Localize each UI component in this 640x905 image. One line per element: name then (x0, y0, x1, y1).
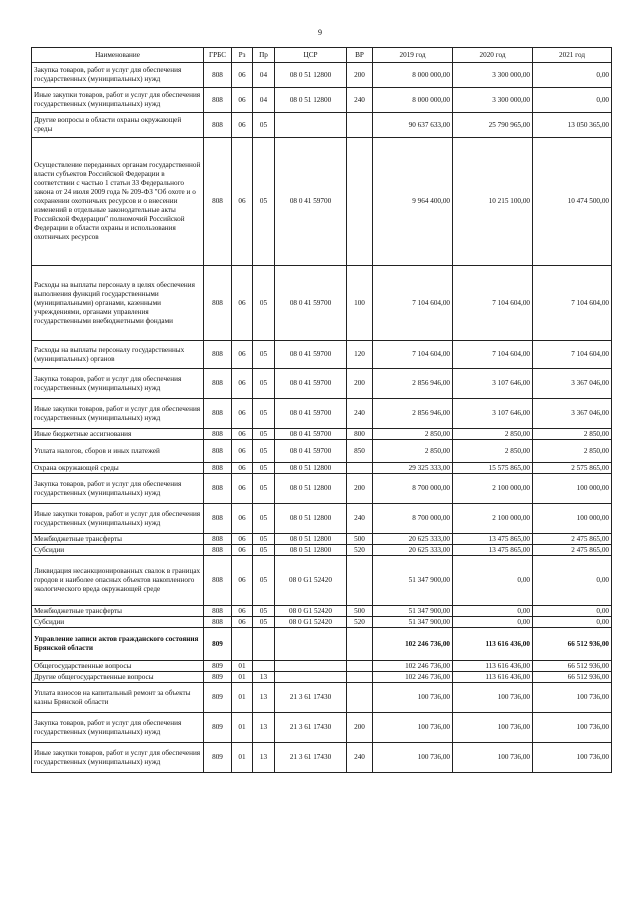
cell-pr: 05 (253, 606, 275, 617)
cell-name: Иные закупки товаров, работ и услуг для обеспечения государственных (муниципальных) нужд (32, 88, 204, 113)
cell-2021: 7 104 604,00 (533, 266, 612, 341)
cell-rz: 06 (232, 463, 253, 474)
cell-2020: 113 616 436,00 (453, 661, 533, 672)
cell-2020: 113 616 436,00 (453, 672, 533, 683)
cell-2019: 2 856 946,00 (373, 399, 453, 429)
table-header-row (32, 48, 612, 63)
cell-grbs: 809 (204, 672, 232, 683)
cell-2020: 3 107 646,00 (453, 399, 533, 429)
cell-grbs: 809 (204, 743, 232, 773)
cell-2019: 51 347 900,00 (373, 556, 453, 606)
cell-2019: 7 104 604,00 (373, 341, 453, 369)
cell-name: Ликвидация несанкционированных свалок в границах городов и наиболее опасных объектов накопленного экологического вреда окружающей среде (32, 556, 204, 606)
header-grbs: ГРБС (204, 48, 232, 63)
cell-rz: 06 (232, 556, 253, 606)
cell-2020: 3 107 646,00 (453, 369, 533, 399)
cell-2020: 2 100 000,00 (453, 474, 533, 504)
cell-2019: 2 850,00 (373, 440, 453, 463)
cell-grbs: 809 (204, 661, 232, 672)
cell-2021: 2 475 865,00 (533, 534, 612, 545)
cell-2019: 90 637 633,00 (373, 113, 453, 138)
cell-csr (275, 661, 347, 672)
cell-csr: 08 0 41 59700 (275, 429, 347, 440)
cell-csr: 08 0 41 59700 (275, 266, 347, 341)
table-row (32, 743, 612, 773)
cell-rz: 06 (232, 617, 253, 628)
cell-2021: 2 575 865,00 (533, 463, 612, 474)
cell-grbs: 808 (204, 138, 232, 266)
cell-2019: 7 104 604,00 (373, 266, 453, 341)
cell-2021: 2 850,00 (533, 440, 612, 463)
cell-name: Уплата взносов на капитальный ремонт за объекты казны Брянской области (32, 683, 204, 713)
cell-vr: 520 (347, 617, 373, 628)
cell-csr: 08 0 41 59700 (275, 399, 347, 429)
cell-2019: 102 246 736,00 (373, 661, 453, 672)
cell-vr: 200 (347, 474, 373, 504)
cell-rz: 06 (232, 534, 253, 545)
cell-name: Иные закупки товаров, работ и услуг для обеспечения государственных (муниципальных) нужд (32, 399, 204, 429)
cell-2020: 7 104 604,00 (453, 266, 533, 341)
cell-csr: 08 0 41 59700 (275, 369, 347, 399)
cell-2019: 8 000 000,00 (373, 88, 453, 113)
cell-pr: 04 (253, 88, 275, 113)
cell-2021: 13 050 365,00 (533, 113, 612, 138)
cell-2020: 7 104 604,00 (453, 341, 533, 369)
cell-2020: 3 300 000,00 (453, 88, 533, 113)
cell-rz: 06 (232, 266, 253, 341)
cell-grbs: 808 (204, 113, 232, 138)
cell-2019: 8 700 000,00 (373, 474, 453, 504)
cell-grbs: 808 (204, 463, 232, 474)
cell-vr: 800 (347, 429, 373, 440)
cell-rz: 06 (232, 88, 253, 113)
table-row (32, 545, 612, 556)
cell-pr: 05 (253, 341, 275, 369)
table-row (32, 606, 612, 617)
cell-name: Иные закупки товаров, работ и услуг для обеспечения государственных (муниципальных) нужд (32, 504, 204, 534)
cell-rz: 06 (232, 399, 253, 429)
cell-csr: 08 0 51 12800 (275, 63, 347, 88)
cell-csr (275, 672, 347, 683)
cell-pr: 05 (253, 440, 275, 463)
cell-name: Субсидии (32, 545, 204, 556)
cell-rz: 06 (232, 545, 253, 556)
cell-2020: 0,00 (453, 617, 533, 628)
table-row (32, 556, 612, 606)
cell-2021: 10 474 500,00 (533, 138, 612, 266)
table-row (32, 628, 612, 661)
header-2019: 2019 год (373, 48, 453, 63)
cell-pr: 05 (253, 534, 275, 545)
cell-rz: 06 (232, 63, 253, 88)
cell-rz: 06 (232, 606, 253, 617)
cell-vr: 240 (347, 743, 373, 773)
cell-2020: 13 475 865,00 (453, 534, 533, 545)
cell-pr (253, 628, 275, 661)
cell-grbs: 809 (204, 683, 232, 713)
cell-2020: 0,00 (453, 606, 533, 617)
cell-pr: 05 (253, 266, 275, 341)
table-row (32, 617, 612, 628)
table-row (32, 369, 612, 399)
cell-name: Закупка товаров, работ и услуг для обеспечения государственных (муниципальных) нужд (32, 713, 204, 743)
cell-grbs: 808 (204, 545, 232, 556)
cell-2021: 0,00 (533, 556, 612, 606)
cell-rz: 06 (232, 474, 253, 504)
cell-2020: 100 736,00 (453, 743, 533, 773)
cell-rz (232, 628, 253, 661)
cell-rz: 01 (232, 743, 253, 773)
cell-rz: 06 (232, 341, 253, 369)
cell-grbs: 808 (204, 474, 232, 504)
cell-grbs: 809 (204, 713, 232, 743)
cell-vr: 240 (347, 504, 373, 534)
cell-2021: 100 736,00 (533, 683, 612, 713)
cell-name: Субсидии (32, 617, 204, 628)
cell-pr: 13 (253, 683, 275, 713)
cell-pr: 05 (253, 138, 275, 266)
cell-2021: 2 475 865,00 (533, 545, 612, 556)
table-body (32, 63, 612, 773)
cell-csr: 21 3 61 17430 (275, 713, 347, 743)
cell-grbs: 808 (204, 606, 232, 617)
header-vr: ВР (347, 48, 373, 63)
cell-csr: 08 0 41 59700 (275, 440, 347, 463)
cell-2021: 0,00 (533, 63, 612, 88)
cell-name: Управление записи актов гражданского состояния Брянской области (32, 628, 204, 661)
cell-2020: 113 616 436,00 (453, 628, 533, 661)
cell-rz: 06 (232, 504, 253, 534)
cell-vr: 520 (347, 545, 373, 556)
table-row (32, 504, 612, 534)
cell-csr (275, 628, 347, 661)
cell-rz: 06 (232, 113, 253, 138)
cell-grbs: 808 (204, 556, 232, 606)
cell-2021: 100 000,00 (533, 504, 612, 534)
cell-2020: 2 850,00 (453, 429, 533, 440)
cell-rz: 01 (232, 713, 253, 743)
table-row (32, 113, 612, 138)
cell-vr (347, 683, 373, 713)
cell-name: Иные бюджетные ассигнования (32, 429, 204, 440)
cell-name: Расходы на выплаты персоналу в целях обеспечения выполнения функций государственными (муниципальными) органами, казенными учреждениями, органами управления государственными внебюджетными фондами (32, 266, 204, 341)
cell-grbs: 809 (204, 628, 232, 661)
cell-2021: 100 736,00 (533, 713, 612, 743)
table-row (32, 661, 612, 672)
cell-csr: 08 0 51 12800 (275, 463, 347, 474)
cell-pr: 05 (253, 113, 275, 138)
cell-vr (347, 628, 373, 661)
cell-grbs: 808 (204, 63, 232, 88)
cell-2020: 3 300 000,00 (453, 63, 533, 88)
cell-vr (347, 672, 373, 683)
cell-2020: 2 850,00 (453, 440, 533, 463)
cell-pr: 04 (253, 63, 275, 88)
cell-2021: 66 512 936,00 (533, 661, 612, 672)
cell-vr: 240 (347, 88, 373, 113)
cell-pr: 05 (253, 474, 275, 504)
cell-name: Расходы на выплаты персоналу государственных (муниципальных) органов (32, 341, 204, 369)
cell-name: Уплата налогов, сборов и иных платежей (32, 440, 204, 463)
cell-grbs: 808 (204, 341, 232, 369)
cell-name: Осуществление переданных органам государственной власти субъектов Российской Федерации в соответствии с частью 1 статьи 33 Федерального закона от 24 июля 2009 года № 209-ФЗ "Об охоте и о сохранении охотничьих ресурсов и о внесении изменений в отдельные законодательные акты Российской Федерации" полномочий Российской Федерации в области охраны и использования охотничьих ресурсов (32, 138, 204, 266)
header-pr: Пр (253, 48, 275, 63)
cell-vr (347, 661, 373, 672)
cell-csr: 08 0 51 12800 (275, 545, 347, 556)
page-number: 9 (318, 28, 322, 37)
cell-csr (275, 113, 347, 138)
cell-csr: 08 0 51 12800 (275, 88, 347, 113)
cell-2021: 0,00 (533, 606, 612, 617)
cell-2020: 0,00 (453, 556, 533, 606)
cell-2021: 100 000,00 (533, 474, 612, 504)
cell-2019: 8 000 000,00 (373, 63, 453, 88)
cell-csr: 08 0 51 12800 (275, 504, 347, 534)
cell-2019: 102 246 736,00 (373, 628, 453, 661)
cell-2021: 2 850,00 (533, 429, 612, 440)
cell-grbs: 808 (204, 534, 232, 545)
cell-rz: 06 (232, 138, 253, 266)
cell-vr: 200 (347, 63, 373, 88)
table-row (32, 713, 612, 743)
cell-csr: 21 3 61 17430 (275, 743, 347, 773)
cell-csr: 08 0 51 12800 (275, 534, 347, 545)
cell-2019: 100 736,00 (373, 743, 453, 773)
cell-name: Закупка товаров, работ и услуг для обеспечения государственных (муниципальных) нужд (32, 369, 204, 399)
cell-pr: 05 (253, 463, 275, 474)
cell-2020: 25 790 965,00 (453, 113, 533, 138)
cell-grbs: 808 (204, 266, 232, 341)
table-row (32, 266, 612, 341)
cell-2019: 102 246 736,00 (373, 672, 453, 683)
cell-pr: 05 (253, 429, 275, 440)
cell-vr: 500 (347, 534, 373, 545)
cell-csr: 08 0 G1 52420 (275, 556, 347, 606)
cell-pr: 13 (253, 713, 275, 743)
cell-csr: 08 0 G1 52420 (275, 606, 347, 617)
cell-2021: 0,00 (533, 88, 612, 113)
table-row (32, 683, 612, 713)
cell-vr (347, 113, 373, 138)
cell-vr (347, 463, 373, 474)
cell-2021: 100 736,00 (533, 743, 612, 773)
cell-2021: 0,00 (533, 617, 612, 628)
cell-name: Закупка товаров, работ и услуг для обеспечения государственных (муниципальных) нужд (32, 474, 204, 504)
cell-2020: 15 575 865,00 (453, 463, 533, 474)
cell-rz: 01 (232, 672, 253, 683)
cell-2019: 2 856 946,00 (373, 369, 453, 399)
cell-name: Другие вопросы в области охраны окружающей среды (32, 113, 204, 138)
cell-grbs: 808 (204, 429, 232, 440)
cell-vr: 500 (347, 606, 373, 617)
cell-2019: 29 325 333,00 (373, 463, 453, 474)
cell-name: Закупка товаров, работ и услуг для обеспечения государственных (муниципальных) нужд (32, 63, 204, 88)
cell-vr: 850 (347, 440, 373, 463)
cell-csr: 08 0 G1 52420 (275, 617, 347, 628)
cell-grbs: 808 (204, 399, 232, 429)
cell-rz: 06 (232, 440, 253, 463)
cell-2019: 8 700 000,00 (373, 504, 453, 534)
table-row (32, 399, 612, 429)
cell-rz: 06 (232, 429, 253, 440)
cell-rz: 06 (232, 369, 253, 399)
cell-2020: 10 215 100,00 (453, 138, 533, 266)
cell-name: Охрана окружающей среды (32, 463, 204, 474)
cell-2019: 100 736,00 (373, 713, 453, 743)
cell-2020: 100 736,00 (453, 683, 533, 713)
cell-2019: 9 964 400,00 (373, 138, 453, 266)
header-2021: 2021 год (533, 48, 612, 63)
cell-2020: 2 100 000,00 (453, 504, 533, 534)
cell-name: Межбюджетные трансферты (32, 606, 204, 617)
table-row (32, 429, 612, 440)
table-row (32, 440, 612, 463)
cell-2021: 3 367 046,00 (533, 399, 612, 429)
header-csr: ЦСР (275, 48, 347, 63)
budget-table (31, 47, 612, 773)
table-row (32, 474, 612, 504)
cell-name: Межбюджетные трансферты (32, 534, 204, 545)
cell-pr: 05 (253, 504, 275, 534)
cell-csr: 08 0 41 59700 (275, 341, 347, 369)
cell-vr: 240 (347, 399, 373, 429)
table-row (32, 463, 612, 474)
cell-2019: 51 347 900,00 (373, 617, 453, 628)
table-row (32, 534, 612, 545)
cell-2021: 66 512 936,00 (533, 672, 612, 683)
cell-2019: 2 850,00 (373, 429, 453, 440)
table-row (32, 63, 612, 88)
cell-name: Общегосударственные вопросы (32, 661, 204, 672)
cell-grbs: 808 (204, 440, 232, 463)
cell-2019: 100 736,00 (373, 683, 453, 713)
cell-vr (347, 556, 373, 606)
header-name: Наименование (32, 48, 204, 63)
table-row (32, 341, 612, 369)
cell-vr: 200 (347, 369, 373, 399)
cell-2021: 66 512 936,00 (533, 628, 612, 661)
cell-name: Другие общегосударственные вопросы (32, 672, 204, 683)
cell-pr: 13 (253, 743, 275, 773)
cell-vr: 100 (347, 266, 373, 341)
cell-2019: 20 625 333,00 (373, 545, 453, 556)
cell-vr: 120 (347, 341, 373, 369)
cell-pr: 05 (253, 556, 275, 606)
cell-name: Иные закупки товаров, работ и услуг для обеспечения государственных (муниципальных) нужд (32, 743, 204, 773)
table-row (32, 88, 612, 113)
cell-grbs: 808 (204, 88, 232, 113)
table-row (32, 672, 612, 683)
cell-pr: 05 (253, 399, 275, 429)
cell-2019: 20 625 333,00 (373, 534, 453, 545)
cell-vr (347, 138, 373, 266)
cell-grbs: 808 (204, 369, 232, 399)
cell-vr: 200 (347, 713, 373, 743)
cell-pr: 13 (253, 672, 275, 683)
cell-2019: 51 347 900,00 (373, 606, 453, 617)
cell-2021: 3 367 046,00 (533, 369, 612, 399)
cell-pr: 05 (253, 369, 275, 399)
cell-pr (253, 661, 275, 672)
cell-pr: 05 (253, 545, 275, 556)
header-rz: Рз (232, 48, 253, 63)
cell-rz: 01 (232, 683, 253, 713)
cell-csr: 08 0 41 59700 (275, 138, 347, 266)
cell-pr: 05 (253, 617, 275, 628)
cell-rz: 01 (232, 661, 253, 672)
header-2020: 2020 год (453, 48, 533, 63)
cell-csr: 21 3 61 17430 (275, 683, 347, 713)
cell-grbs: 808 (204, 617, 232, 628)
cell-2021: 7 104 604,00 (533, 341, 612, 369)
cell-grbs: 808 (204, 504, 232, 534)
cell-csr: 08 0 51 12800 (275, 474, 347, 504)
table-row (32, 138, 612, 266)
cell-2020: 100 736,00 (453, 713, 533, 743)
cell-2020: 13 475 865,00 (453, 545, 533, 556)
